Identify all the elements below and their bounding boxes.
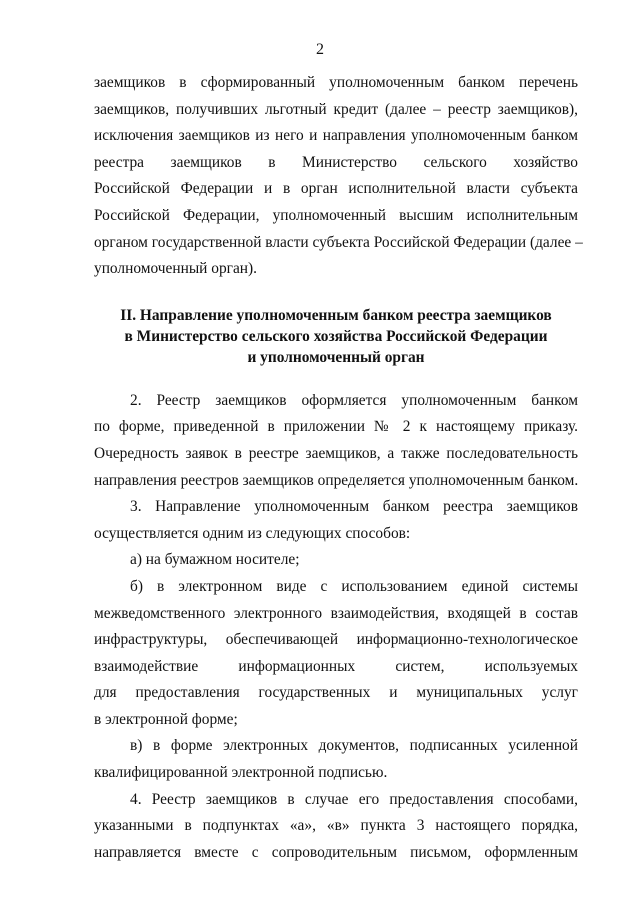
text-line: заемщиков в сформированный уполномоченным банком перечень xyxy=(94,74,578,91)
heading-line: II. Направление уполномоченным банком реестра заемщиков xyxy=(120,306,552,324)
subitem-a xyxy=(94,547,578,574)
text-line: для предоставления государственных и муниципальных услуг xyxy=(94,684,578,702)
text-line: осуществляется одним из следующих способов: xyxy=(94,524,411,542)
text-line: квалифицированной электронной подписью. xyxy=(94,764,388,782)
text-line: взаимодействие информационных систем, используемых xyxy=(94,657,578,675)
text-line: в) в форме электронных документов, подписанных усиленной xyxy=(130,737,578,755)
text-line: направляется вместе с сопроводительным письмом, оформленным xyxy=(94,843,578,861)
text-line: реестра заемщиков в Министерство сельского хозяйство xyxy=(94,153,578,171)
text-line: инфраструктуры, обеспечивающей информационно-технологическое xyxy=(94,631,578,649)
text-line: 3. Направление уполномоченным банком реестра заемщиков xyxy=(130,498,578,516)
text-line: 2. Реестр заемщиков оформляется уполномоченным банком xyxy=(130,391,578,409)
text-line: Очередность заявок в реестре заемщиков, а также последовательность xyxy=(94,444,578,462)
text-line: Российской Федерации и в орган исполнительной власти субъекта xyxy=(94,180,578,198)
text-line: межведомственного электронного взаимодействия, входящей в состав xyxy=(94,604,578,622)
paragraph-2 xyxy=(94,388,578,494)
text-line: заемщиков, получивших льготный кредит (далее – реестр заемщиков), xyxy=(94,100,578,118)
text-line: по форме, приведенной в приложении № 2 к настоящему приказу. xyxy=(94,418,578,436)
text-line: направления реестров заемщиков определяется уполномоченным банком. xyxy=(94,471,579,489)
text-line: органом государственной власти субъекта Российской Федерации (далее – xyxy=(94,233,583,251)
paragraph-4 xyxy=(94,787,578,867)
text-line: Российской Федерации, уполномоченный высшим исполнительным xyxy=(94,206,578,224)
paragraph-3 xyxy=(94,494,578,547)
text-line: уполномоченный орган). xyxy=(94,260,257,278)
heading-line: и уполномоченный орган xyxy=(247,348,425,366)
heading-line: в Министерство сельского хозяйства Российской Федерации xyxy=(124,327,548,345)
text-line: в электронной форме; xyxy=(94,710,238,728)
text-line: 4. Реестр заемщиков в случае его предоставления способами, xyxy=(130,790,578,808)
section-heading xyxy=(94,305,578,368)
document-body xyxy=(94,70,583,866)
subitem-v xyxy=(94,733,578,786)
text-line: б) в электронном виде с использованием единой системы xyxy=(130,577,578,595)
text-line: указанными в подпунктах «а», «в» пункта 3 настоящего порядка, xyxy=(94,817,578,835)
page-number: 2 xyxy=(316,41,324,58)
intro-paragraph xyxy=(94,70,583,283)
subitem-b xyxy=(94,574,578,734)
text-line: а) на бумажном носителе; xyxy=(130,551,300,569)
text-line: исключения заемщиков из него и направления уполномоченным банком xyxy=(94,127,578,145)
